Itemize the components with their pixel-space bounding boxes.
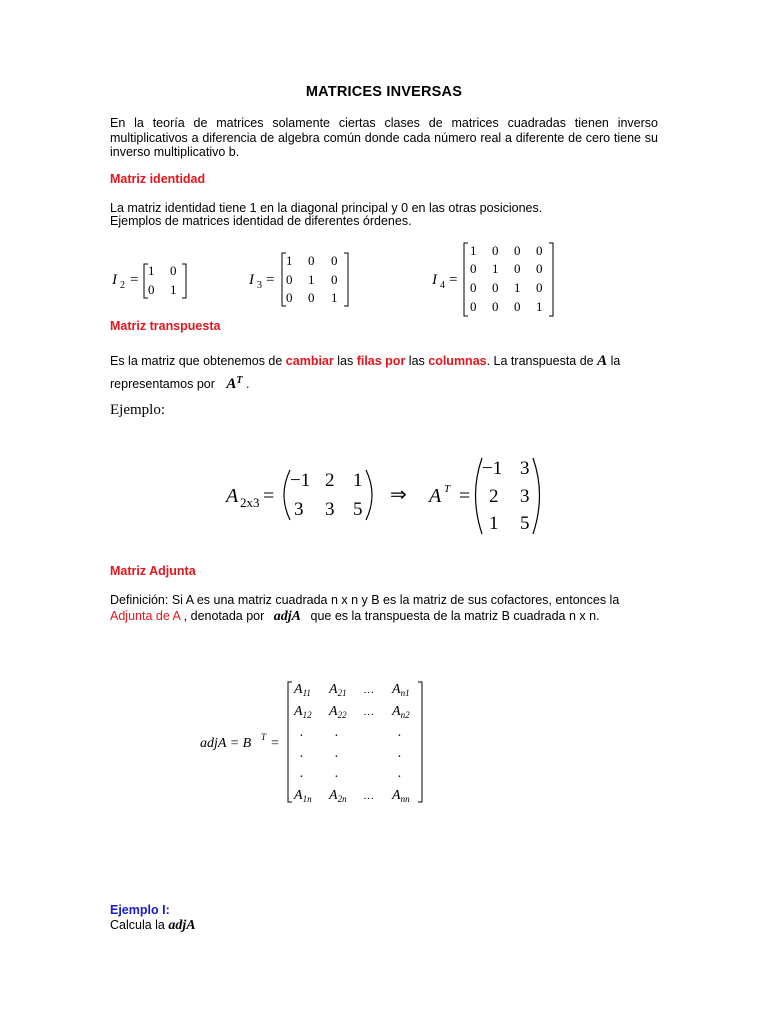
at-cell: −1	[482, 458, 503, 479]
highlight-columnas: columnas	[428, 354, 487, 368]
i4-cell: 1	[470, 243, 477, 258]
adjunta-de-a-text: Adjunta de A	[110, 609, 181, 623]
i3-cell: 0	[331, 272, 338, 287]
identity-line-2: Ejemplos de matrices identidad de diferentes órdenes.	[110, 214, 412, 228]
adj-matrix-cell: $A_{22}$	[329, 704, 347, 720]
i3-label: I	[249, 272, 254, 288]
adj-matrix-cell: $A_{nn}$	[392, 788, 410, 804]
adj-formula-left: adjA = B	[200, 736, 252, 751]
a-right-paren	[366, 470, 372, 520]
adj-left-bracket	[288, 682, 292, 802]
i2-right-bracket	[182, 264, 186, 298]
i3-sub: 3	[257, 280, 262, 291]
i4-cell: 1	[492, 261, 499, 276]
i3-cell: 0	[286, 290, 293, 305]
i2-sub: 2	[120, 280, 125, 291]
i3-cell: 1	[308, 272, 315, 287]
a-subscript: 2x3	[240, 495, 260, 510]
adj-matrix-cell: .	[300, 766, 304, 781]
a-cell: 5	[353, 499, 363, 520]
at-cell: 3	[520, 458, 530, 479]
intro-paragraph: En la teoría de matrices solamente ciertas clases de matrices cuadradas tienen inverso multiplicativos a diferencia de algebra común donde cada número real a diferente de cero tiene su inverso multiplicativo b.	[110, 116, 658, 159]
highlight-filas-por: filas por	[356, 354, 406, 368]
i3-cell: 1	[331, 290, 338, 305]
implies-arrow: ⇒	[390, 484, 407, 506]
i3-cell: 0	[308, 253, 315, 268]
i2-cell: 0	[148, 282, 155, 297]
adj-a-symbol: adjA	[273, 609, 302, 624]
ejemplo-i-heading: Ejemplo I:	[110, 903, 170, 917]
section-heading-adjunta: Matriz Adjunta	[110, 564, 196, 578]
adj-matrix-cell: $A_{2n}$	[329, 788, 347, 804]
adj-matrix-cells	[293, 682, 410, 804]
identity-matrices-figure	[100, 238, 570, 324]
at-cell: 1	[489, 513, 499, 534]
a-cell: 1	[353, 470, 363, 491]
symbol-at: A	[226, 376, 237, 393]
ejemplo-i-line: Calcula la adjA	[110, 918, 196, 933]
adj-matrix-cell: $A_{n2}$	[392, 704, 410, 720]
section-heading-transpose: Matriz transpuesta	[110, 319, 221, 333]
i4-cell: 0	[492, 280, 499, 295]
identity-matrix-i3	[248, 253, 348, 306]
transpose-example-figure	[220, 452, 560, 538]
at-right-paren	[533, 458, 540, 534]
i4-cell: 0	[470, 299, 477, 314]
at-cell: 5	[520, 513, 530, 534]
at-equals: =	[459, 485, 471, 507]
adj-matrix-cell: $A_{12}$	[294, 704, 312, 720]
i3-cell: 0	[308, 290, 315, 305]
i3-equals: =	[266, 272, 275, 288]
a-equals: =	[263, 485, 275, 507]
at-label: A	[429, 485, 442, 507]
page-title: MATRICES INVERSAS	[305, 84, 463, 100]
i4-cell: 0	[536, 280, 543, 295]
adj-a-symbol: adjA	[168, 918, 196, 933]
i2-cell: 1	[170, 282, 177, 297]
i3-cell: 1	[286, 253, 293, 268]
i4-left-bracket	[464, 243, 468, 316]
at-cell: 2	[489, 486, 499, 507]
i4-cell: 0	[514, 243, 521, 258]
i4-sub: 4	[440, 280, 445, 291]
adjunta-formula-figure	[196, 676, 432, 808]
i2-label: I	[112, 272, 117, 288]
a-cell: 3	[325, 499, 335, 520]
adj-matrix-cell: .	[398, 766, 402, 781]
a-cell: −1	[290, 470, 311, 491]
i4-cell: 0	[470, 261, 477, 276]
highlight-cambiar: cambiar	[285, 354, 334, 368]
a-cell: 2	[325, 470, 335, 491]
i4-cell: 1	[514, 280, 521, 295]
i4-cell: 0	[492, 243, 499, 258]
i4-cell: 0	[536, 243, 543, 258]
i4-cell: 0	[492, 299, 499, 314]
i3-right-bracket	[344, 253, 348, 306]
adjunta-definition-line-1: Definición: Si A es una matriz cuadrada n x n y B es la matriz de sus cofactores, entonces la	[110, 593, 620, 607]
identity-matrix-i2	[111, 263, 186, 298]
i3-cell: 0	[331, 253, 338, 268]
i4-right-bracket	[549, 243, 553, 316]
i4-cell: 0	[514, 299, 521, 314]
transpose-line-2: representamos por $A^T$ .	[110, 375, 250, 393]
adj-matrix-cell: $A_{11}$	[294, 682, 311, 698]
symbol-a: A	[597, 353, 608, 369]
adj-matrix-cell: …	[364, 790, 374, 802]
section-heading-identity: Matriz identidad	[110, 172, 206, 186]
at-superscript: T	[444, 483, 451, 495]
adj-matrix-cell: .	[300, 746, 304, 761]
transpose-line-1: Es la matriz que obtenemos de cambiar las filas por las columnas. La transpuesta de A la	[110, 353, 621, 369]
a-cell: 3	[294, 499, 304, 520]
adj-matrix-cell: .	[300, 725, 304, 740]
adj-formula-eq: =	[271, 736, 279, 751]
i4-cell: 0	[470, 280, 477, 295]
adj-matrix-cell: .	[335, 725, 339, 740]
adj-matrix-cell: $A_{n1}$	[392, 682, 410, 698]
i4-cell: 1	[536, 299, 543, 314]
i2-equals: =	[130, 272, 139, 288]
adj-matrix-cell: …	[364, 706, 374, 718]
identity-matrix-i4	[431, 243, 553, 316]
adj-matrix-cell: .	[335, 746, 339, 761]
i4-label: I	[432, 272, 437, 288]
at-cell: 3	[520, 486, 530, 507]
adjunta-definition-line-2: Adjunta de A , denotada por adjA que es la transpuesta de la matriz B cuadrada n x n.	[110, 609, 600, 624]
adj-matrix-cell: .	[335, 766, 339, 781]
i4-equals: =	[449, 272, 458, 288]
adj-matrix-cell: $A_{1n}$	[294, 788, 312, 804]
i2-cell: 0	[170, 263, 177, 278]
adj-matrix-cell: .	[398, 746, 402, 761]
ejemplo-label: Ejemplo:	[110, 402, 165, 418]
adj-matrix-cell: .	[398, 725, 402, 740]
i4-cell: 0	[536, 261, 543, 276]
i3-cell: 0	[286, 272, 293, 287]
a-label: A	[226, 485, 239, 507]
adj-formula-sup: T	[261, 732, 267, 742]
adj-matrix-cell: $A_{21}$	[329, 682, 347, 698]
i4-cell: 0	[514, 261, 521, 276]
identity-line-1: La matriz identidad tiene 1 en la diagonal principal y 0 en las otras posiciones.	[110, 201, 543, 215]
adj-matrix-cell: …	[364, 684, 374, 696]
adj-right-bracket	[418, 682, 422, 802]
i2-cell: 1	[148, 263, 155, 278]
